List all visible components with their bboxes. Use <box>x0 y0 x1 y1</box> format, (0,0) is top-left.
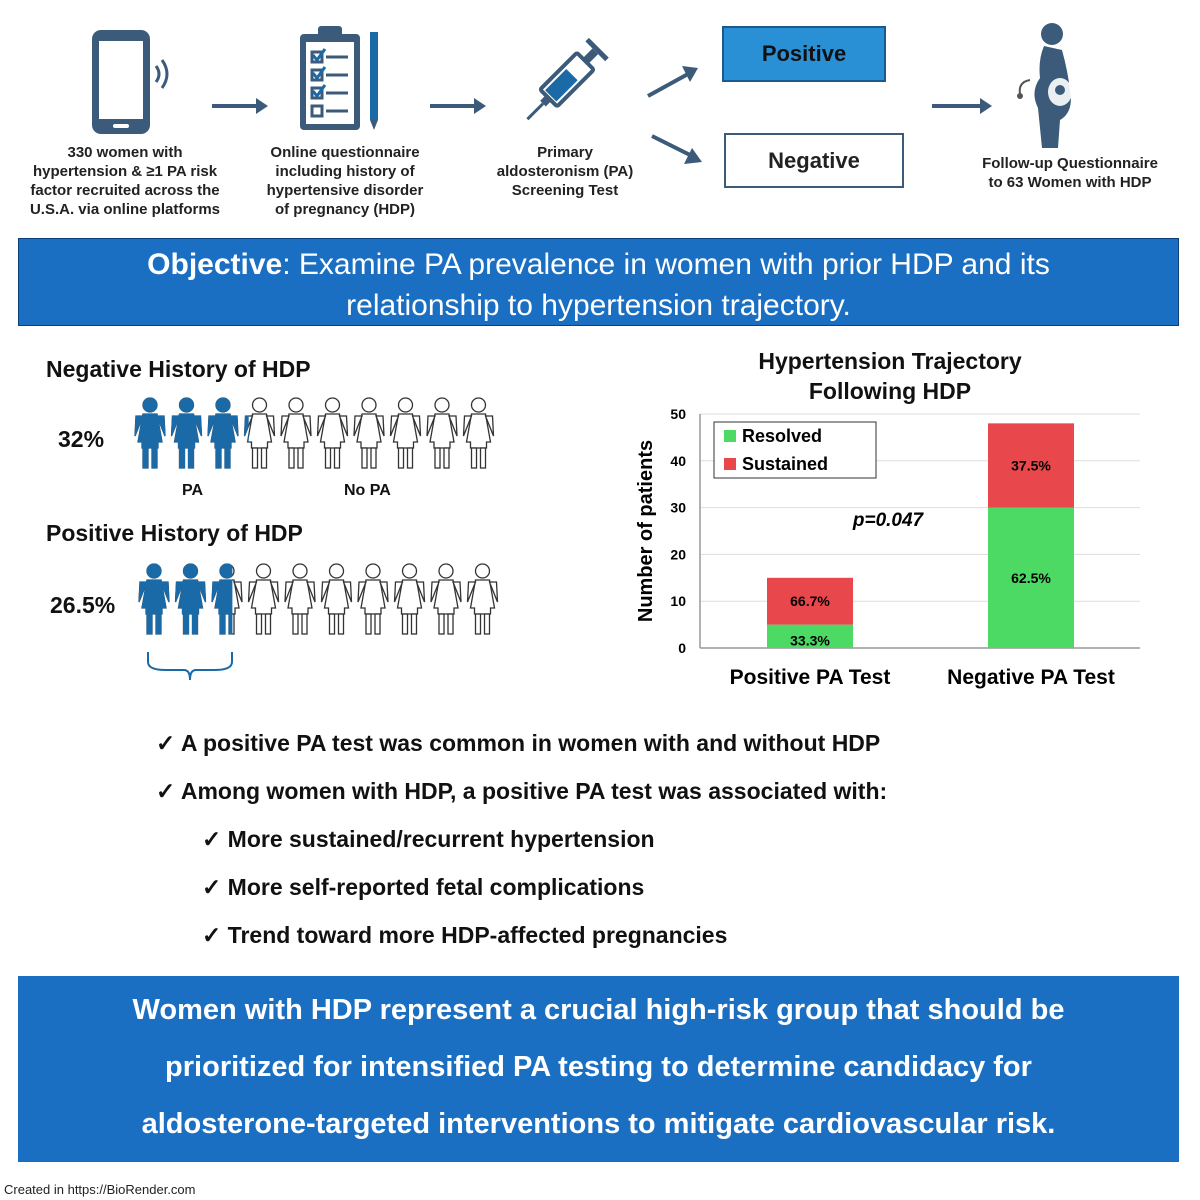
syringe-icon <box>512 28 622 134</box>
step-questionnaire-label: Online questionnaire including history of hypertensive disorder of pregnancy (HDP) <box>266 144 424 218</box>
woman-figure-icon <box>245 398 275 468</box>
woman-figure-icon <box>391 398 421 468</box>
y-tick-label: 40 <box>670 452 686 469</box>
y-axis-label: Number of patients <box>635 439 657 623</box>
bar-data-label: 62.5% <box>1011 569 1051 586</box>
pa-label: PA <box>182 482 204 499</box>
positive-history-figure-row <box>136 560 508 640</box>
woman-figure-icon <box>281 398 311 468</box>
woman-figure-icon <box>172 398 202 468</box>
woman-figure-icon <box>285 564 315 634</box>
woman-figure-icon <box>395 564 425 634</box>
x-tick-label: Positive PA Test <box>729 666 891 689</box>
legend-swatch <box>724 430 736 442</box>
step-followup-label: Follow-up Questionnaire to 63 Women with HDP <box>982 155 1158 191</box>
p-value-annotation: p=0.047 <box>852 510 924 531</box>
objective-text-line2: relationship to hypertension trajectory. <box>346 289 851 322</box>
pregnant-woman-icon <box>1008 20 1088 150</box>
step-recruitment-label: 330 women with hypertension & ≥1 PA risk factor recruited across the U.S.A. via online platforms <box>29 144 221 218</box>
check-icon: ✓ <box>202 826 222 852</box>
y-tick-label: 20 <box>670 546 686 563</box>
flow-arrow <box>210 96 270 116</box>
chart-title: Hypertension Trajectory Following HDP <box>758 348 1022 404</box>
flow-arrow <box>930 96 994 116</box>
check-icon: ✓ <box>156 778 176 804</box>
woman-figure-icon <box>358 564 388 634</box>
positive-history-heading: Positive History of HDP <box>46 520 303 546</box>
no-pa-label: No PA <box>344 482 391 499</box>
finding-item: ✓ Among women with HDP, a positive PA test was associated with: <box>156 778 888 804</box>
footer-credit: Created in https://BioRender.com <box>4 1182 196 1197</box>
legend-label: Resolved <box>742 426 823 446</box>
objective-banner <box>18 238 1179 326</box>
hypertension-trajectory-chart <box>620 400 1160 700</box>
bar-data-label: 33.3% <box>790 632 830 649</box>
conclusion-banner: Women with HDP represent a crucial high-risk group that should be prioritized for intensified PA testing to determine candidacy for aldosterone-targeted interventions to mitigate cardiovascular risk. <box>18 976 1179 1162</box>
finding-subitem: ✓ More self-reported fetal complications <box>202 874 645 900</box>
objective-text: : Examine PA prevalence in women with prior HDP and its <box>282 248 1050 281</box>
woman-figure-icon <box>468 564 498 634</box>
finding-subitem: ✓ Trend toward more HDP-affected pregnancies <box>202 922 728 948</box>
step-screening-label: Primary aldosteronism (PA) Screening Test <box>496 144 634 199</box>
woman-figure-icon <box>322 564 352 634</box>
y-tick-label: 10 <box>670 593 686 610</box>
positive-result-box: Positive <box>722 26 886 82</box>
check-icon: ✓ <box>202 922 222 948</box>
check-icon: ✓ <box>156 730 176 756</box>
legend-swatch <box>724 458 736 470</box>
check-icon: ✓ <box>202 874 222 900</box>
bar-data-label: 37.5% <box>1011 457 1051 474</box>
woman-figure-icon <box>318 398 348 468</box>
negative-history-percent: 32% <box>58 426 105 452</box>
branch-arrow-negative <box>648 132 708 168</box>
negative-history-heading: Negative History of HDP <box>46 356 311 382</box>
objective-label: Objective <box>147 248 283 281</box>
y-tick-label: 50 <box>670 406 686 422</box>
finding-subitem: ✓ More sustained/recurrent hypertension <box>202 826 655 852</box>
bar-data-label: 66.7% <box>790 593 830 610</box>
chart-legend <box>714 422 876 478</box>
clipboard-checklist-icon <box>296 22 386 134</box>
woman-figure-icon <box>464 398 494 468</box>
woman-figure-icon <box>139 564 169 634</box>
x-tick-label: Negative PA Test <box>947 666 1115 689</box>
y-tick-label: 0 <box>678 640 686 656</box>
woman-figure-icon <box>208 398 238 468</box>
bracket-icon <box>146 650 236 690</box>
woman-figure-icon <box>427 398 457 468</box>
finding-item: ✓ A positive PA test was common in women with and without HDP <box>156 730 881 756</box>
woman-figure-icon <box>354 398 384 468</box>
woman-figure-icon <box>249 564 279 634</box>
woman-figure-icon <box>176 564 206 634</box>
branch-arrow-positive <box>644 62 704 102</box>
y-tick-label: 30 <box>670 499 686 516</box>
woman-figure-icon <box>135 398 165 468</box>
smartphone-icon <box>88 28 178 138</box>
positive-history-percent: 26.5% <box>50 592 116 618</box>
negative-result-box: Negative <box>724 133 904 188</box>
legend-label: Sustained <box>742 454 829 474</box>
flow-arrow <box>428 96 488 116</box>
woman-figure-icon <box>431 564 461 634</box>
negative-history-figure-row <box>132 394 504 474</box>
woman-figure-icon <box>212 564 242 634</box>
